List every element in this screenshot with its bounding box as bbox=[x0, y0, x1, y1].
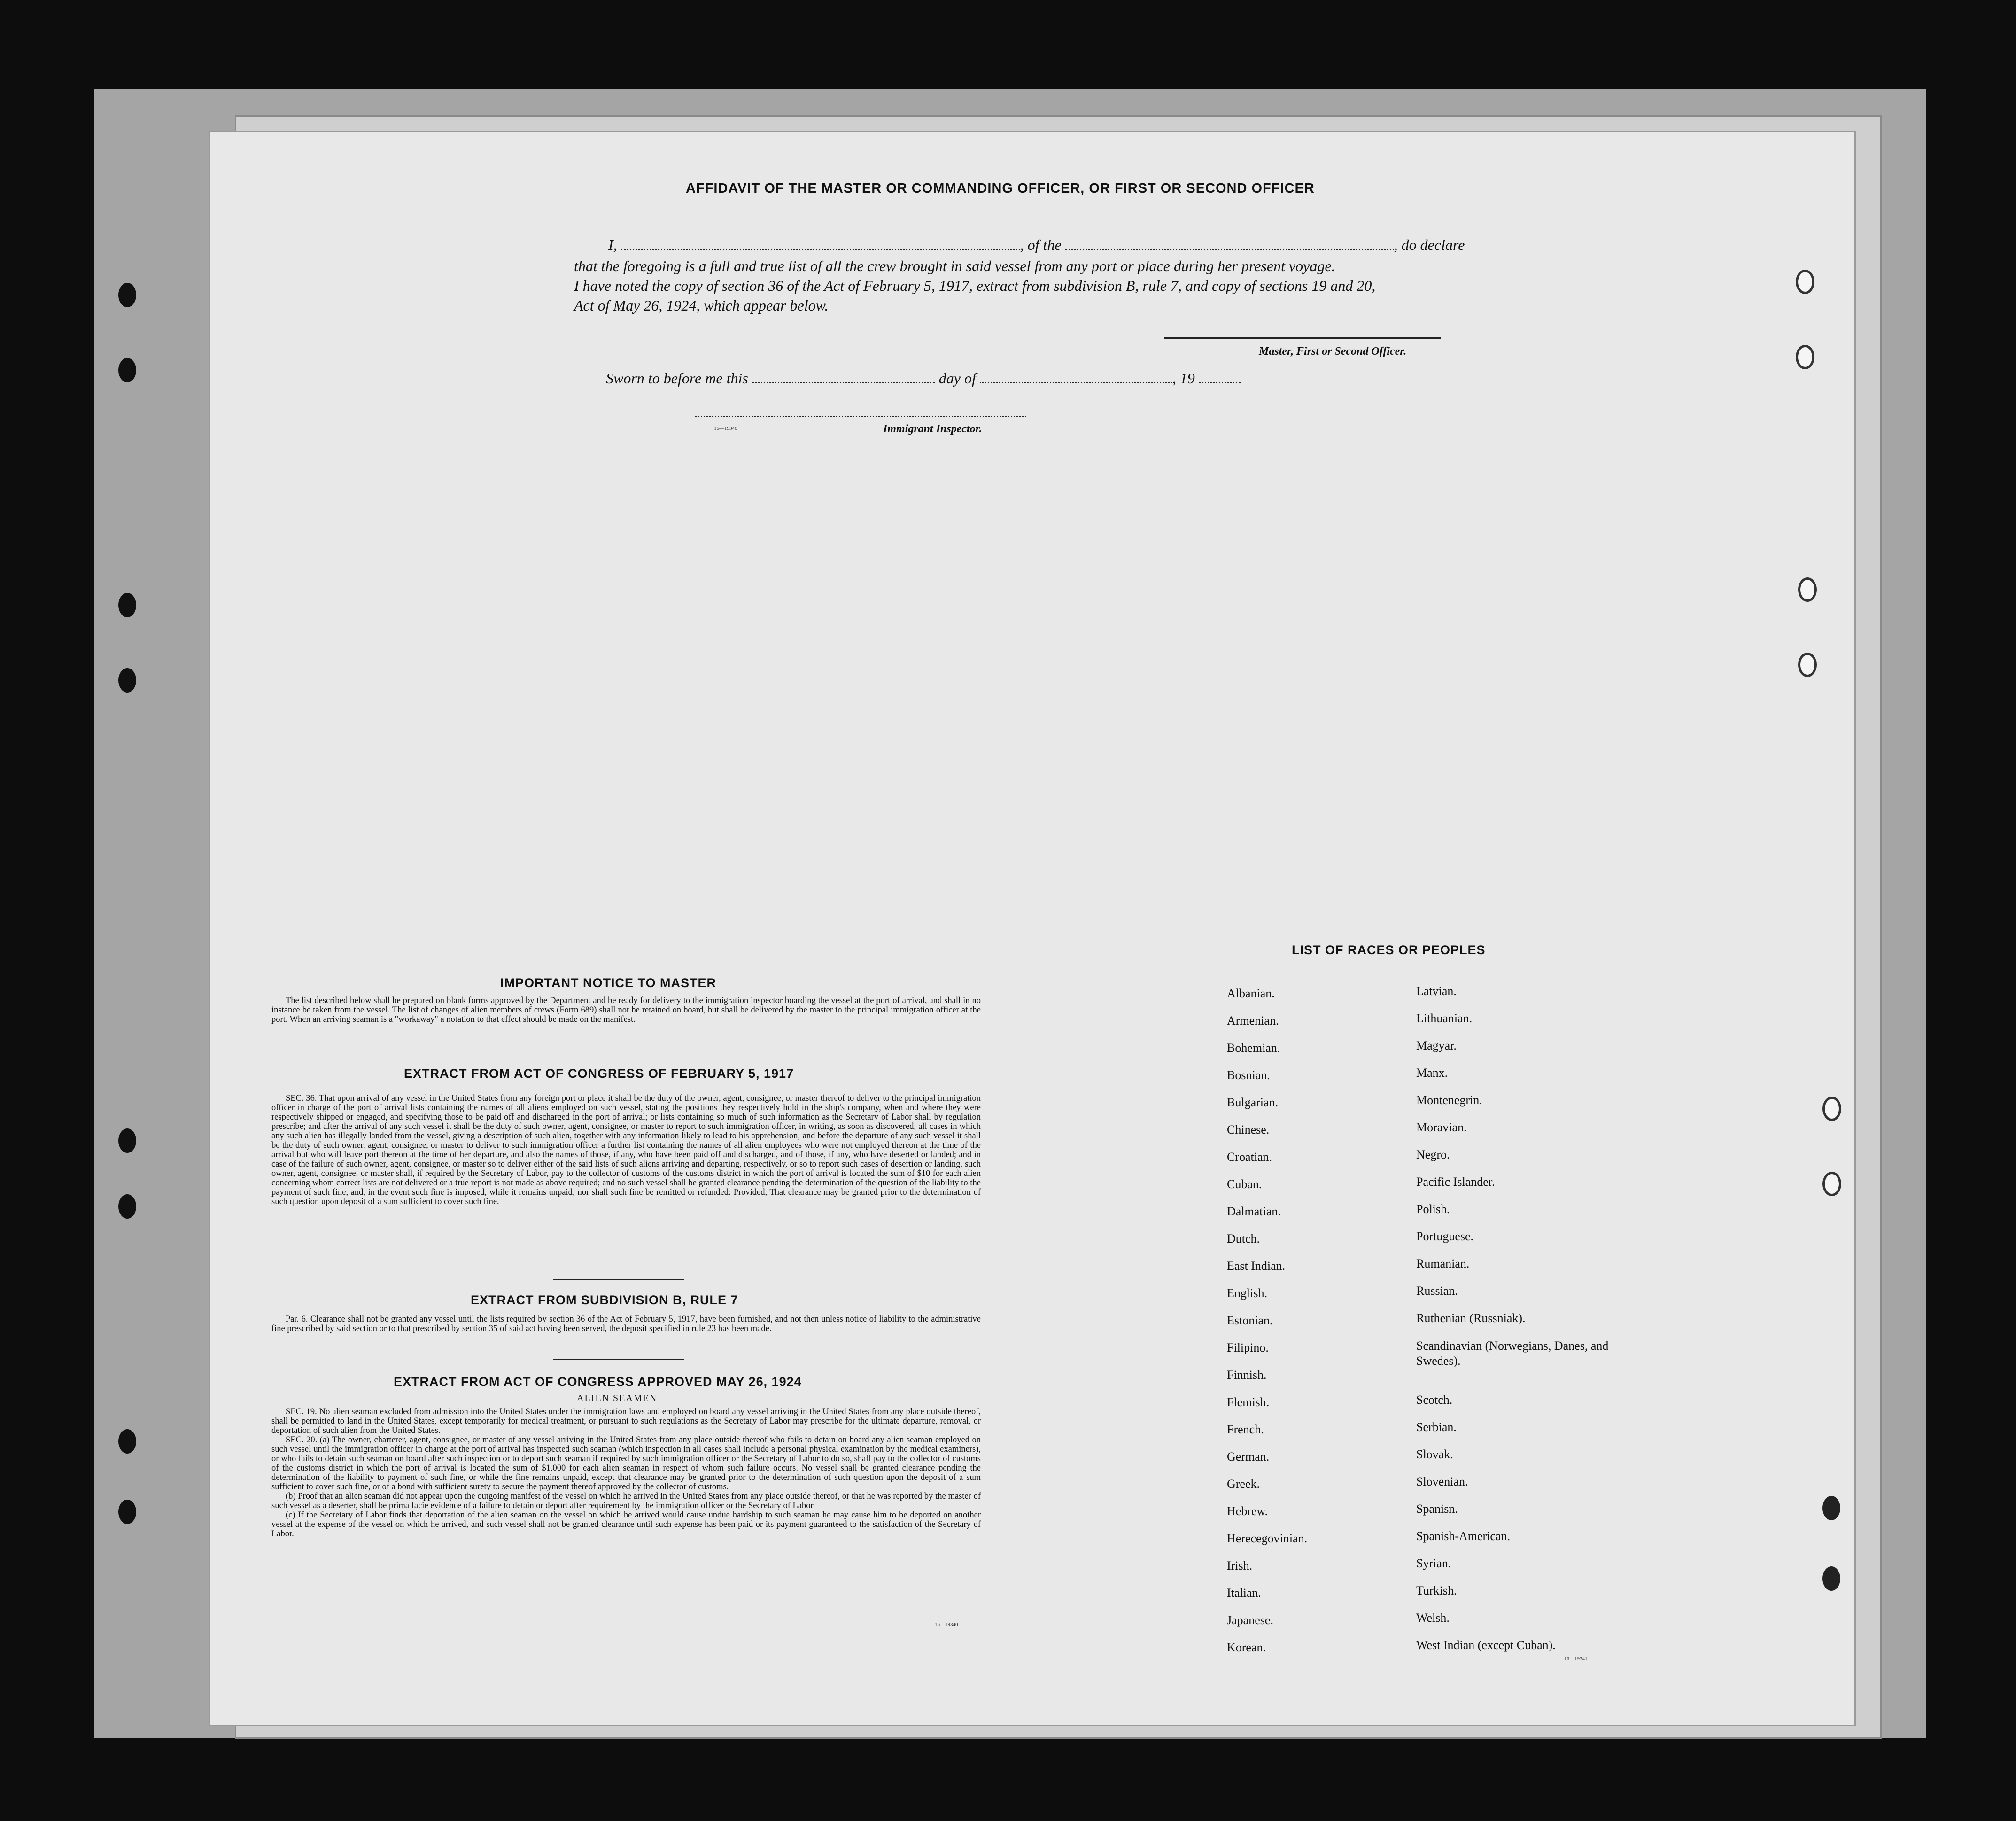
sworn-day-blank bbox=[752, 371, 935, 383]
form-number: 16—19340 bbox=[935, 1622, 958, 1627]
punch-hole bbox=[118, 283, 136, 307]
race-item: Bulgarian. bbox=[1227, 1096, 1279, 1109]
affidavit-declaration-line bbox=[608, 236, 1465, 254]
race-item: West Indian (except Cuban). bbox=[1416, 1638, 1556, 1652]
race-item: Croatian. bbox=[1227, 1150, 1272, 1164]
master-caption: Master, First or Second Officer. bbox=[1259, 345, 1407, 358]
race-item: Armenian. bbox=[1227, 1014, 1279, 1027]
race-item: Spanisn. bbox=[1416, 1502, 1458, 1516]
race-item: Pacific Islander. bbox=[1416, 1175, 1495, 1189]
form-number: 16—19340 bbox=[714, 426, 737, 431]
race-item: Filipino. bbox=[1227, 1341, 1269, 1354]
section-36-paragraph: SEC. 36. That upon arrival of any vessel in the United States from any foreign port or place it shall be the duty of the owner, agent, consignee, or master thereof to deliver to the principal immigration officer in charge of the port of arrival lists containing the names of all aliens employed on such vessel, stating the positions they respectively hold in the ship's company, when and where they were respectively shipped or engaged, and specifying those to be paid off and discharged in the port of arrival; or lists containing so much of such information as the Secretary of Labor shall by regulation prescribe; and after the arrival of any such vessel it shall be the duty of such owner, agent, consignee, or master to report to such immigration officer, in writing, as soon as discovered, all cases in which any such alien has illegally landed from the vessel, giving a description of such alien, together with any information likely to lead to his apprehension; and before the departure of any such vessel it shall be the duty of such owner, agent, consignee, or master to deliver to such immigration officer a further list containing the names of all alien employees who were not employed thereon at the time of the arrival but who will leave port thereon at the time of her departure, and also the names of those, if any, who have been paid off and discharged, and of those, if any, who have deserted or landed; and in case of the failure of such owner, agent, consignee, or master so to deliver either of the said lists of such aliens arriving and departing, respectively, or so to report such cases of desertion or landing, such owner, agent, consignee, or master shall, if required by the Secretary of Labor, pay to the collector of customs of the customs district in which the port of arrival is located the sum of $10 for each alien concerning whom correct lists are not delivered or a true report is not made as above required; and no such vessel shall be granted clearance pending the determination of the question of the liability to the payment of such fine, and, in the event such fine is imposed, while it remains unpaid; nor shall such fine be remitted or refunded: Provided, That clearance may be granted prior to the determination of such question upon deposit of a sum sufficient to cover such fine. bbox=[271, 1094, 981, 1206]
races-title: LIST OF RACES OR PEOPLES bbox=[1292, 943, 1486, 957]
race-item: Serbian. bbox=[1416, 1420, 1457, 1434]
do-declare-label: , do declare bbox=[1394, 236, 1465, 253]
punch-hole bbox=[1822, 1172, 1841, 1196]
race-item: Scandinavian (Norwegians, Danes, and Swedes). bbox=[1416, 1339, 1609, 1368]
section-20c-paragraph: (c) If the Secretary of Labor finds that deportation of the alien seaman on the vessel on which he arrived would cause undue hardship to such seaman he may cause him to be deported on another vessel at the expense of the vessel on which he arrived, and such vessel shall not be granted clearance until such expense has been paid or its payment guaranteed to the satisfaction of the Secretary of Labor. bbox=[271, 1510, 981, 1539]
of-the-label: , of the bbox=[1020, 236, 1062, 253]
race-item: Flemish. bbox=[1227, 1395, 1270, 1409]
race-item: Italian. bbox=[1227, 1586, 1261, 1600]
race-item: Ruthenian (Russniak). bbox=[1416, 1311, 1526, 1325]
form-number: 16—19341 bbox=[1564, 1656, 1588, 1662]
race-item: Negro. bbox=[1416, 1148, 1450, 1161]
race-item: Polish. bbox=[1416, 1202, 1450, 1216]
section-divider bbox=[553, 1279, 684, 1280]
race-item: Moravian. bbox=[1416, 1121, 1467, 1134]
sworn-prefix: Sworn to before me this bbox=[606, 370, 748, 387]
race-item: French. bbox=[1227, 1423, 1264, 1436]
vessel-blank bbox=[1065, 237, 1394, 250]
race-item: Albanian. bbox=[1227, 987, 1275, 1000]
race-item: Herecegovinian. bbox=[1227, 1532, 1308, 1545]
race-item: Korean. bbox=[1227, 1641, 1266, 1654]
race-item: Finnish. bbox=[1227, 1368, 1267, 1382]
sworn-day-of: day of bbox=[938, 370, 976, 387]
section-20a-paragraph: SEC. 20. (a) The owner, charterer, agent, consignee, or master of any vessel arriving in the United States from any place outside thereof who fails to detain on board any alien seaman employed on such vessel until the immigration officer in charge at the port of arrival has inspected such seaman (which inspection in all cases shall include a personal physical examination by the medical examiners), or who fails to detain such seaman on board after such inspection or to deport such seaman if required by such immigration officer or the Secretary of Labor to do so, shall pay to the collector of customs of the customs district in which the port of arrival is located the sum of $1,000 for each alien seaman in respect of whom such failure occurs. No vessel shall be granted clearance pending the determination of the liability to payment of such fine, or while the fine remains unpaid, except that clearance may be granted prior to the determination of such question upon the deposit of a sum sufficient to cover such fine, or of a bond with sufficient surety to secure the payment thereof approved by the collector of customs. bbox=[271, 1435, 981, 1492]
punch-hole bbox=[1822, 1566, 1840, 1591]
punch-hole bbox=[118, 1194, 136, 1219]
race-item: Scotch. bbox=[1416, 1393, 1453, 1407]
race-item: German. bbox=[1227, 1450, 1270, 1463]
race-item: Japanese. bbox=[1227, 1613, 1273, 1627]
punch-hole bbox=[118, 1500, 136, 1524]
punch-hole bbox=[1798, 653, 1817, 677]
punch-hole bbox=[1796, 345, 1814, 369]
inspector-signature-line bbox=[695, 416, 1026, 417]
notice-title: IMPORTANT NOTICE TO MASTER bbox=[500, 976, 716, 990]
race-item: Manx. bbox=[1416, 1066, 1448, 1080]
race-item: Welsh. bbox=[1416, 1611, 1450, 1625]
punch-hole bbox=[118, 1128, 136, 1153]
sworn-line bbox=[606, 370, 1241, 387]
sworn-year: , 19 bbox=[1172, 370, 1195, 387]
race-item: Spanish-American. bbox=[1416, 1529, 1511, 1543]
race-item: Turkish. bbox=[1416, 1584, 1457, 1597]
race-item: Rumanian. bbox=[1416, 1257, 1470, 1270]
affidavit-line-2: that the foregoing is a full and true list of all the crew brought in said vessel from any port or place during her present voyage. bbox=[574, 257, 1335, 274]
race-item: Chinese. bbox=[1227, 1123, 1270, 1136]
punch-hole bbox=[118, 1429, 136, 1454]
notice-paragraph: The list described below shall be prepared on blank forms approved by the Department and be ready for delivery to the immigration inspector boarding the vessel at the port of arrival, and shall in no instance be taken from the vessel. The list of changes of alien members of crews (Form 689) shall not be retained on board, but shall be delivered by the master to the principal immigration officer at the port. When an arriving seaman is a "workaway" a notation to that effect should be made on the manifest. bbox=[271, 996, 981, 1024]
name-blank bbox=[621, 237, 1020, 250]
alien-seamen-subtitle: ALIEN SEAMEN bbox=[577, 1393, 658, 1403]
race-item: Greek. bbox=[1227, 1477, 1260, 1491]
race-item: Portuguese. bbox=[1416, 1230, 1474, 1243]
race-item: Slovenian. bbox=[1416, 1475, 1468, 1488]
section-19-paragraph: SEC. 19. No alien seaman excluded from admission into the United States under the immigration laws and employed on board any vessel arriving in the United States from any place outside thereof, shall be permitted to land in the United States, except temporarily for medical treatment, or pursuant to such regulations as the Secretary of Labor may prescribe for the ultimate departure, removal, or deportation of such alien from the United States. bbox=[271, 1407, 981, 1435]
extract-rule7-text bbox=[271, 1315, 981, 1333]
notice-text bbox=[271, 996, 981, 1024]
punch-hole bbox=[1796, 270, 1814, 294]
extract-1924-title: EXTRACT FROM ACT OF CONGRESS APPROVED MAY 26, 1924 bbox=[394, 1375, 802, 1389]
race-item: Bohemian. bbox=[1227, 1041, 1280, 1055]
race-item: Montenegrin. bbox=[1416, 1093, 1482, 1107]
races-left-column bbox=[1227, 987, 1307, 1668]
extract-1917-text bbox=[271, 1094, 981, 1206]
punch-hole bbox=[1798, 577, 1817, 602]
paragraph-6: Par. 6. Clearance shall not be granted any vessel until the lists required by section 36 of the Act of February 5, 1917, have been furnished, and not then unless notice of liability to the administrative fine prescribed by said section or to that prescribed by section 35 of said act having been served, the deposit specified in rule 23 has been made. bbox=[271, 1315, 981, 1333]
inspector-caption: Immigrant Inspector. bbox=[883, 423, 982, 435]
sworn-year-blank bbox=[1199, 371, 1241, 383]
punch-hole bbox=[118, 593, 136, 617]
sworn-month-blank bbox=[980, 371, 1172, 383]
race-item: Slovak. bbox=[1416, 1447, 1453, 1461]
master-signature-line bbox=[1164, 337, 1441, 339]
race-item: Lithuanian. bbox=[1416, 1012, 1473, 1025]
punch-hole bbox=[1822, 1496, 1840, 1520]
section-20b-paragraph: (b) Proof that an alien seaman did not appear upon the outgoing manifest of the vessel on which he arrived in the United States from any place outside thereof, or that he was reported by the master of such vessel as a deserter, shall be prima facie evidence of a failure to detain or deport after requirement by the immigration officer or the Secretary of Labor. bbox=[271, 1492, 981, 1510]
affidavit-title: AFFIDAVIT OF THE MASTER OR COMMANDING OFFICER, OR FIRST OR SECOND OFFICER bbox=[686, 181, 1315, 196]
punch-hole bbox=[118, 358, 136, 382]
race-item: Syrian. bbox=[1416, 1556, 1451, 1570]
race-item: Russian. bbox=[1416, 1284, 1458, 1298]
punch-hole bbox=[1822, 1097, 1841, 1121]
extract-1924-text bbox=[271, 1407, 981, 1539]
race-item: East Indian. bbox=[1227, 1259, 1286, 1273]
punch-hole bbox=[118, 668, 136, 693]
extract-1917-title: EXTRACT FROM ACT OF CONGRESS OF FEBRUARY 5, 1917 bbox=[404, 1066, 794, 1081]
extract-rule7-title: EXTRACT FROM SUBDIVISION B, RULE 7 bbox=[471, 1293, 738, 1307]
section-divider bbox=[553, 1359, 684, 1360]
race-item: Irish. bbox=[1227, 1559, 1253, 1572]
race-item: Cuban. bbox=[1227, 1177, 1262, 1191]
race-item: Hebrew. bbox=[1227, 1504, 1268, 1518]
races-right-column bbox=[1416, 984, 1613, 1665]
race-item: Dalmatian. bbox=[1227, 1205, 1281, 1218]
race-item: Magyar. bbox=[1416, 1039, 1457, 1052]
affidavit-line-4: Act of May 26, 1924, which appear below. bbox=[574, 297, 829, 314]
race-item: Bosnian. bbox=[1227, 1068, 1270, 1082]
race-item: Estonian. bbox=[1227, 1314, 1273, 1327]
race-item: Dutch. bbox=[1227, 1232, 1260, 1245]
race-item: English. bbox=[1227, 1286, 1267, 1300]
affidavit-line-3: I have noted the copy of section 36 of the Act of February 5, 1917, extract from subdivision B, rule 7, and copy of sections 19 and 20, bbox=[574, 277, 1376, 294]
race-item: Latvian. bbox=[1416, 984, 1457, 998]
affidavit-i-label: I, bbox=[608, 236, 617, 253]
